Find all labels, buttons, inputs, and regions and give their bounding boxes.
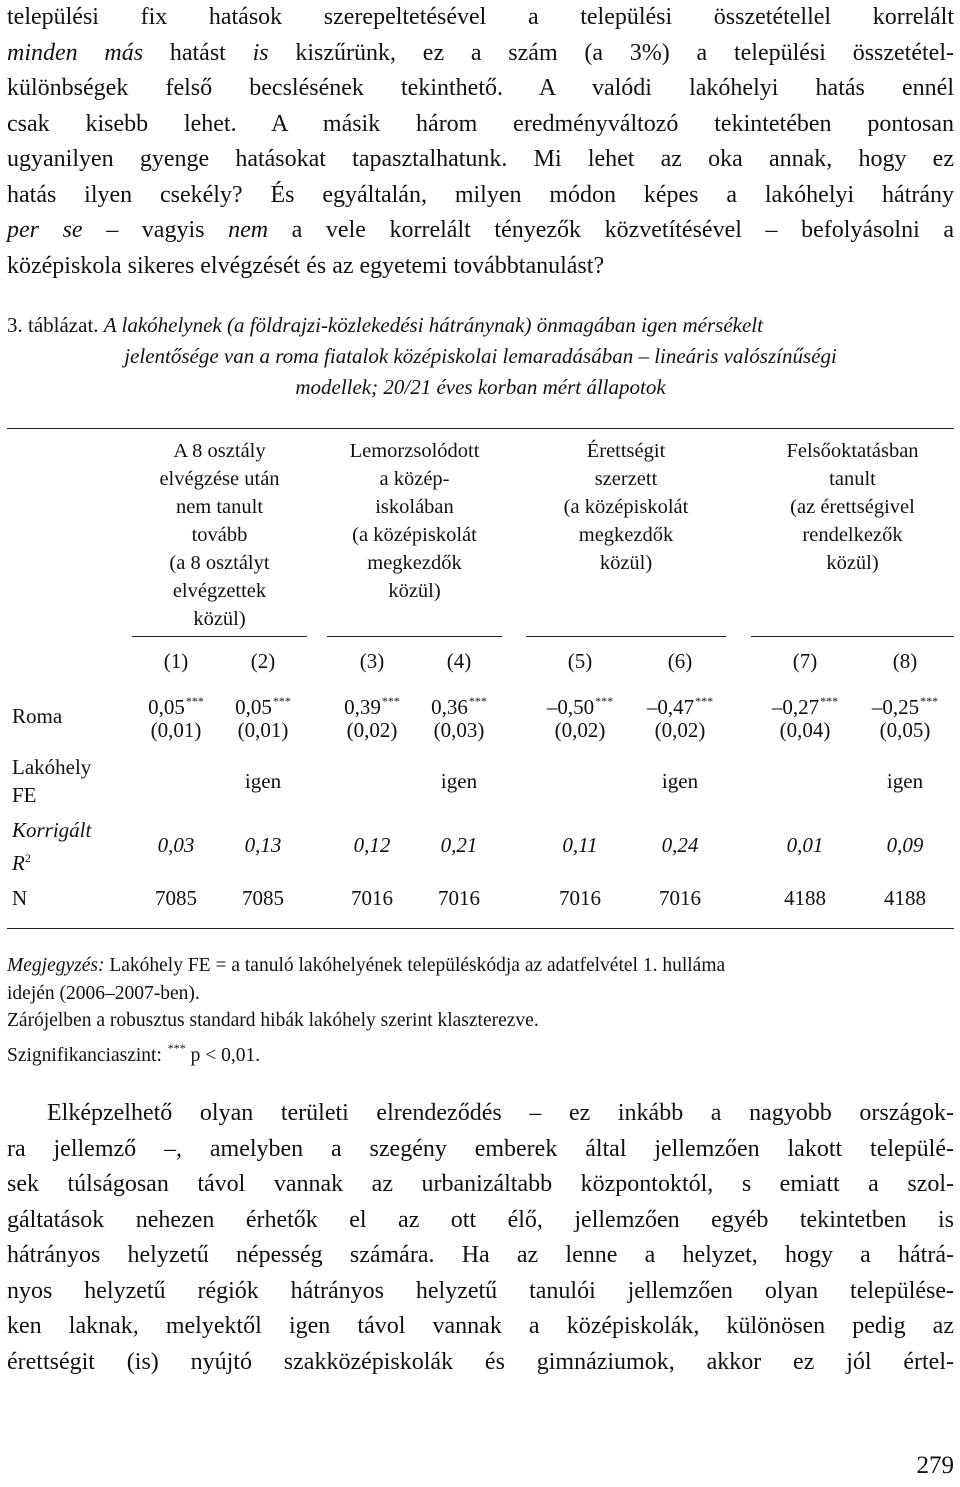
model-number	[411, 647, 507, 675]
coefficient-cell-text: 0,36	[431, 695, 468, 719]
r2-cell-text: 0,01	[786, 833, 824, 857]
standard-error-cell	[532, 716, 628, 744]
group-rule	[327, 636, 502, 637]
group-rule	[526, 636, 726, 637]
superscript: 2	[24, 851, 31, 865]
significance-stars: ***	[920, 694, 939, 708]
r2-cell	[128, 831, 224, 859]
significance-stars: ***	[381, 694, 400, 708]
r2-cell	[632, 831, 728, 859]
model-number-text: (1)	[163, 649, 189, 673]
n-cell	[532, 884, 628, 912]
model-number	[215, 647, 311, 675]
standard-error-cell	[857, 716, 953, 744]
standard-error-cell	[215, 716, 311, 744]
r2-cell	[532, 831, 628, 859]
significance-stars: ***	[167, 1041, 186, 1055]
significance-stars: ***	[695, 694, 714, 708]
fe-cell	[857, 767, 953, 795]
header-line: tanult	[829, 468, 876, 490]
model-number-text: (6)	[667, 649, 693, 673]
n-cell	[324, 884, 420, 912]
text-line: gáltatások nehezen érhetők el az ott élő, jellemzően egyéb tekintetben is	[7, 1206, 954, 1233]
fe-cell	[632, 767, 728, 795]
standard-error-cell	[632, 716, 728, 744]
text-line: Elképzelhető olyan területi elrendeződés – ez inkább a nagyobb országok-	[47, 1100, 954, 1126]
label-text: R	[12, 851, 25, 875]
model-number	[128, 647, 224, 675]
text-line: különbségek felső becslésének tekinthető. A valódi lakóhelyi hatás ennél	[7, 75, 954, 101]
row-label-fe-line1: Lakóhely	[12, 755, 92, 779]
bottom-paragraph	[7, 1096, 954, 1380]
r2-cell-text: 0,09	[886, 833, 924, 857]
note-text: Lakóhely FE = a tanuló lakóhelyének településkódja az adatfelvétel 1. hulláma	[104, 955, 726, 976]
model-number	[532, 647, 628, 675]
significance-stars: ***	[468, 694, 487, 708]
text-fragment: hatást	[143, 39, 253, 66]
n-cell-text: 7016	[438, 886, 480, 910]
text-line: települési fix hatások szerepeltetésével a települési összetétellel korrelált	[7, 4, 954, 30]
model-number-text: (2)	[250, 649, 276, 673]
row-label-r2-line2	[12, 844, 31, 877]
table-top-rule	[7, 428, 954, 429]
standard-error-cell	[757, 716, 853, 744]
n-cell	[757, 884, 853, 912]
n-cell	[128, 884, 224, 912]
fe-cell-text: igen	[440, 769, 478, 793]
model-number-text: (5)	[567, 649, 593, 673]
text-line: hatás ilyen csekély? És egyáltalán, milyen módon képes a lakóhelyi hátrány	[7, 181, 954, 208]
n-cell	[411, 884, 507, 912]
caption-text: jelentősége van a roma fiatalok középiskolai lemaradásában – lineáris valószínűségi	[124, 344, 837, 368]
coefficient-cell-text: –0,27	[771, 695, 820, 719]
standard-error-cell-text: (0,04)	[779, 718, 831, 742]
header-line: rendelkezők	[802, 524, 903, 546]
r2-cell-text: 0,21	[440, 833, 478, 857]
text-fragment: a vele korrelált tényezők közvetítésével – befolyásolni a	[268, 217, 955, 243]
coefficient-cell-text: 0,05	[235, 695, 272, 719]
text-line: sek túlságosan távol vannak az urbanizáltabb központoktól, s emiatt a szol-	[7, 1171, 954, 1197]
model-number	[857, 647, 953, 675]
coefficient-cell-text: –0,25	[871, 695, 920, 719]
r2-cell-text: 0,11	[562, 833, 598, 857]
italic-phrase: per se	[7, 217, 83, 243]
column-group-header	[132, 437, 307, 633]
header-line: (az érettségivel	[790, 496, 915, 518]
column-group-header	[526, 437, 726, 577]
italic-phrase: is	[252, 39, 269, 66]
header-line: a közép-	[379, 468, 450, 490]
r2-cell	[757, 831, 853, 859]
header-line: közül)	[388, 580, 441, 602]
standard-error-cell	[324, 716, 420, 744]
text-line: ken laknak, melyektől igen távol vannak a középiskolák, különösen pedig az	[7, 1313, 954, 1339]
caption-text: A lakóhelynek (a földrajzi-közlekedési hátránynak) önmagában igen mérsékelt	[103, 313, 763, 337]
r2-cell-text: 0,03	[157, 833, 195, 857]
row-label-fe-line2: FE	[12, 783, 37, 807]
n-cell	[632, 884, 728, 912]
text-line: középiskola sikeres elvégzését és az egyetemi továbbtanulást?	[7, 252, 605, 279]
header-line: elvégzése után	[159, 468, 280, 490]
significance-stars: ***	[272, 694, 291, 708]
note-line: Zárójelben a robusztus standard hibák lakóhely szerint klaszterezve.	[7, 1010, 539, 1031]
header-line: Érettségit	[586, 440, 666, 462]
caption-line	[7, 372, 954, 403]
r2-cell	[857, 831, 953, 859]
significance-stars: ***	[820, 694, 839, 708]
coefficient-cell-text: 0,05	[148, 695, 185, 719]
text-line: érettségit (is) nyújtó szakközépiskolák és gimnáziumok, akkor ez jól értel-	[7, 1348, 954, 1375]
coefficient-cell-text: –0,50	[546, 695, 595, 719]
model-number	[757, 647, 853, 675]
note-line	[7, 1035, 260, 1069]
header-line: megkezdők	[578, 524, 674, 546]
significance-stars: ***	[595, 694, 614, 708]
significance-stars: ***	[185, 694, 204, 708]
caption-line	[7, 341, 954, 372]
group-rule	[132, 636, 307, 637]
model-number	[632, 647, 728, 675]
standard-error-cell-text: (0,02)	[554, 718, 606, 742]
text-line: ugyanilyen gyenge hatásokat tapasztalhatunk. Mi lehet az oka annak, hogy ez	[7, 146, 954, 172]
header-line: iskolában	[375, 496, 454, 518]
text-fragment: – vagyis	[82, 217, 229, 243]
n-cell-text: 4188	[784, 886, 826, 910]
italic-phrase: nem	[228, 217, 269, 243]
caption-text: modellek; 20/21 éves korban mért állapotok	[295, 375, 666, 399]
note-label: Megjegyzés:	[7, 955, 105, 976]
note-line	[7, 952, 725, 979]
note-line: idején (2006–2007-ben).	[7, 983, 200, 1004]
header-line: megkezdők	[367, 552, 462, 574]
standard-error-cell	[411, 716, 507, 744]
text-fragment: kiszűrünk, ez a szám (a 3%) a települési összetétel-	[268, 39, 954, 66]
n-cell	[857, 884, 953, 912]
r2-cell-text: 0,24	[661, 833, 699, 857]
header-line: nem tanult	[175, 496, 264, 518]
n-cell-text: 7016	[659, 886, 701, 910]
coefficient-cell-text: 0,39	[344, 695, 381, 719]
text-line: ra jellemző –, amelyben a szegény emberek által jellemzően lakott települé-	[7, 1135, 954, 1162]
note-text: p < 0,01.	[185, 1045, 261, 1066]
model-number-text: (7)	[792, 649, 818, 673]
row-label-n: N	[12, 886, 28, 910]
header-line: szerzett	[594, 468, 658, 490]
header-line: közül)	[826, 552, 879, 574]
n-cell-text: 7016	[559, 886, 601, 910]
fe-cell	[411, 767, 507, 795]
text-line	[7, 36, 954, 72]
header-line: A 8 osztály	[173, 440, 266, 462]
model-number-text: (4)	[446, 649, 472, 673]
header-line: elvégzettek	[172, 580, 267, 602]
standard-error-cell-text: (0,01)	[237, 718, 289, 742]
column-group-header	[327, 437, 502, 605]
caption-label: 3. táblázat.	[7, 313, 99, 337]
top-paragraph	[7, 0, 954, 284]
n-cell-text: 7016	[351, 886, 393, 910]
row-label-roma: Roma	[12, 704, 63, 728]
italic-phrase: minden más	[7, 39, 144, 66]
fe-cell	[215, 767, 311, 795]
n-cell-text: 7085	[242, 886, 284, 910]
header-line: (a középiskolát	[352, 524, 477, 546]
r2-cell	[324, 831, 420, 859]
standard-error-cell-text: (0,01)	[150, 718, 202, 742]
n-cell-text: 4188	[884, 886, 926, 910]
table-caption	[7, 310, 954, 403]
r2-cell-text: 0,13	[244, 833, 282, 857]
standard-error-cell-text: (0,05)	[879, 718, 931, 742]
standard-error-cell-text: (0,02)	[654, 718, 706, 742]
r2-cell	[411, 831, 507, 859]
model-number	[324, 647, 420, 675]
label-text: Korrigált	[12, 818, 92, 842]
header-line: Felsőoktatásban	[786, 440, 919, 462]
header-line: Lemorzsolódott	[349, 440, 480, 462]
standard-error-cell-text: (0,03)	[433, 718, 485, 742]
header-line: tovább	[191, 524, 248, 546]
column-group-header	[751, 437, 954, 577]
fe-cell-text: igen	[244, 769, 282, 793]
fe-cell-text: igen	[661, 769, 699, 793]
caption-line	[7, 310, 954, 341]
note-text: Szignifikanciaszint:	[7, 1045, 167, 1066]
r2-cell	[215, 831, 311, 859]
header-line: (a 8 osztályt	[169, 552, 270, 574]
model-number-text: (3)	[359, 649, 385, 673]
text-line: nyos helyzetű régiók hátrányos helyzetű tanulói jellemzően olyan települése-	[7, 1277, 954, 1304]
r2-cell-text: 0,12	[353, 833, 391, 857]
model-number-text: (8)	[892, 649, 918, 673]
header-line: (a középiskolát	[563, 496, 689, 518]
standard-error-cell-text: (0,02)	[346, 718, 398, 742]
header-line: közül)	[599, 552, 653, 574]
page-number: 279	[916, 1452, 954, 1479]
table-bottom-rule	[7, 928, 954, 929]
text-line: hátrányos helyzetű népesség számára. Ha az lenne a helyzet, hogy a hátrá-	[7, 1242, 954, 1268]
fe-cell-text: igen	[886, 769, 924, 793]
n-cell-text: 7085	[155, 886, 197, 910]
text-line	[7, 213, 954, 249]
n-cell	[215, 884, 311, 912]
header-line: közül)	[193, 608, 246, 630]
group-rule	[751, 636, 954, 637]
row-label-r2-line1	[12, 816, 91, 844]
standard-error-cell	[128, 716, 224, 744]
coefficient-cell-text: –0,47	[646, 695, 695, 719]
text-line: csak kisebb lehet. A másik három eredményváltozó tekintetében pontosan	[7, 110, 954, 137]
